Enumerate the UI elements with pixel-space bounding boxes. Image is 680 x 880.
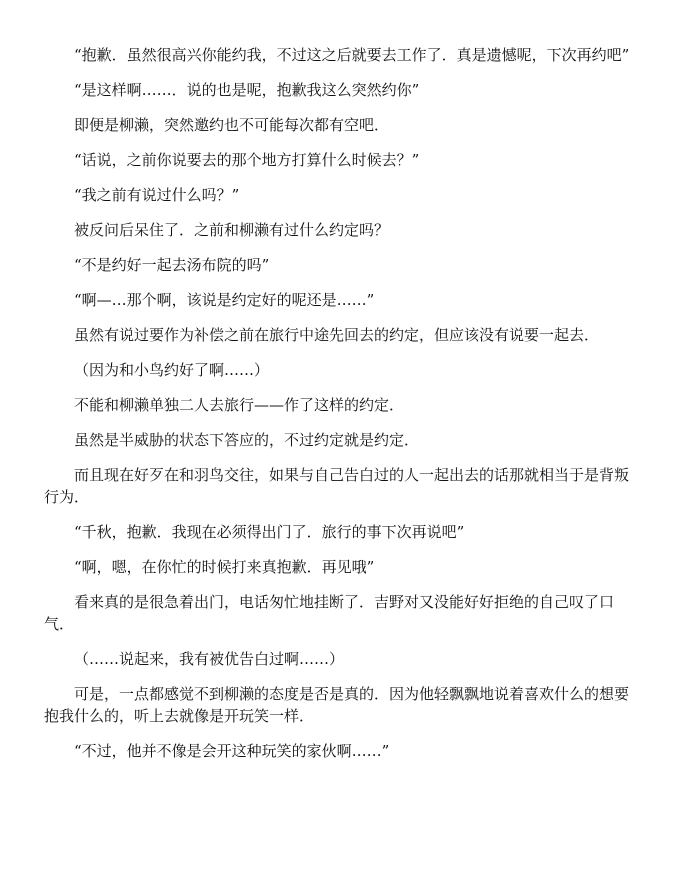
paragraph-5: “我之前有说过什么吗？” [74, 186, 240, 204]
paragraph-19: “不过，他并不像是会开这种玩笑的家伙啊……” [74, 742, 390, 760]
paragraph-14: “千秋，抱歉．我现在必须得出门了．旅行的事下次再说吧” [74, 523, 465, 541]
paragraph-10: （因为和小鸟约好了啊……） [74, 361, 270, 379]
paragraph-16: 看来真的是很急着出门，电话匆忙地挂断了．吉野对又没能好好拒绝的自己叹了口气． [44, 593, 615, 633]
paragraph-7: “不是约好一起去汤布院的吗” [74, 256, 270, 274]
document-page [44, 44, 636, 775]
paragraph-13: 而且现在好歹在和羽鸟交往，如果与自己告白过的人一起出去的话那就相当于是背叛行为． [44, 466, 630, 506]
paragraph-9: 虽然有说过要作为补偿之前在旅行中途先回去的约定，但应该没有说要一起去． [74, 326, 600, 344]
paragraph-8: “啊—…那个啊，该说是约定好的呢还是……” [74, 291, 375, 309]
paragraph-6: 被反问后呆住了．之前和柳濑有过什么约定吗？ [74, 221, 390, 239]
paragraph-12: 虽然是半威胁的状态下答应的，不过约定就是约定． [74, 431, 420, 449]
paragraph-17: （……说起来，我有被优告白过啊……） [74, 650, 345, 668]
paragraph-4: “话说，之前你说要去的那个地方打算什么时候去？” [74, 151, 420, 169]
paragraph-18: 可是，一点都感觉不到柳濑的态度是否是真的．因为他轻飘飘地说着喜欢什么的想要抱我什么的，听上去就像是开玩笑一样． [44, 685, 630, 725]
paragraph-11: 不能和柳濑单独二人去旅行——作了这样的约定． [74, 396, 405, 414]
paragraph-1: “抱歉．虽然很高兴你能约我，不过这之后就要去工作了．真是遗憾呢，下次再约吧” [74, 46, 630, 64]
paragraph-2: “是这样啊……．说的也是呢，抱歉我这么突然约你” [74, 81, 420, 99]
paragraph-15: “啊，嗯，在你忙的时候打来真抱歉．再见哦” [74, 558, 375, 576]
paragraph-3: 即便是柳濑，突然邀约也不可能每次都有空吧． [74, 116, 390, 134]
